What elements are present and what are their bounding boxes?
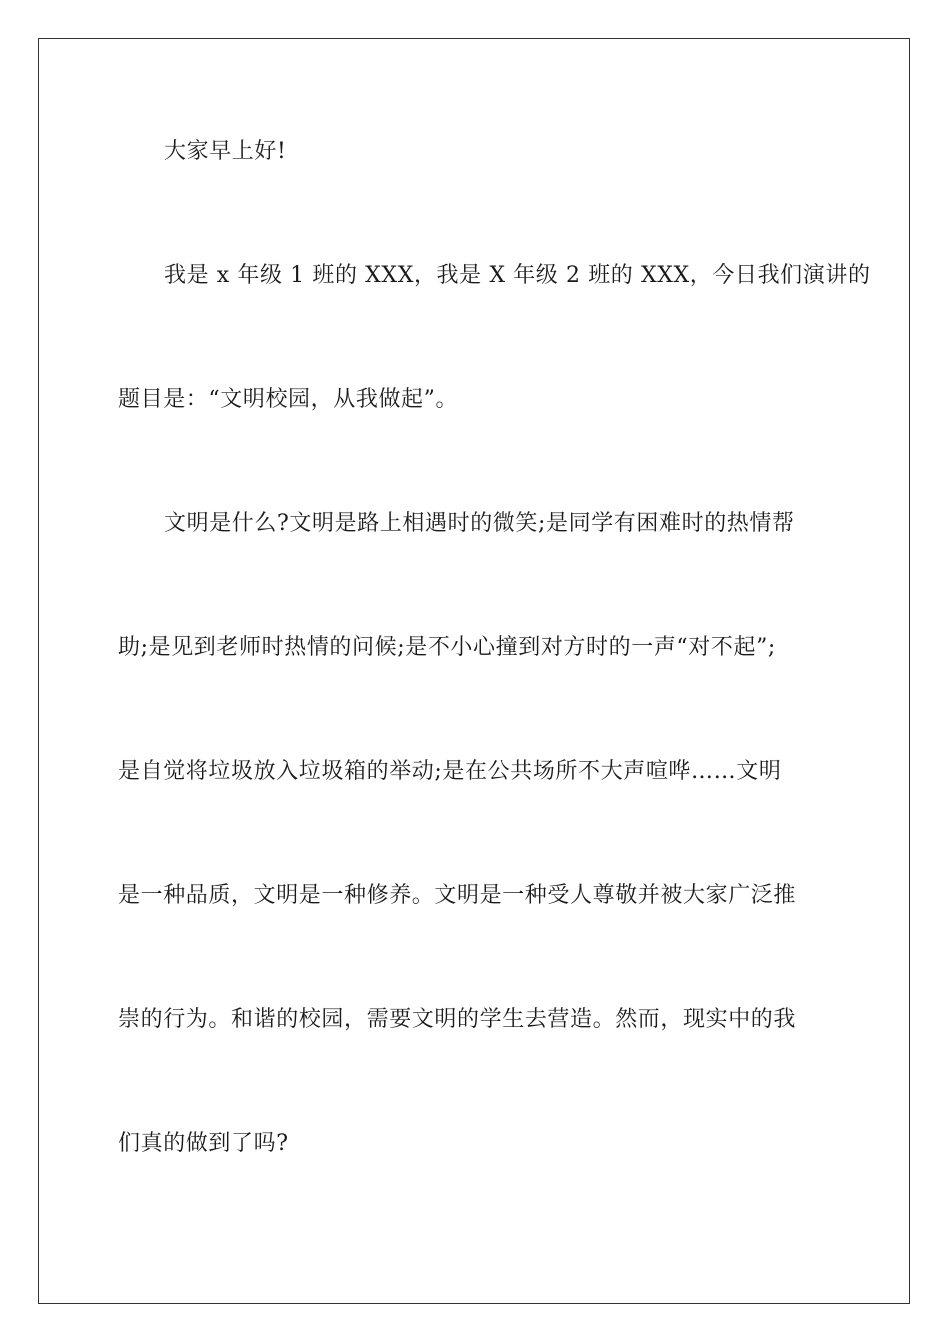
paragraph-2-line-5: 崇的行为。和谐的校园，需要文明的学生去营造。然而，现实中的我: [118, 1007, 797, 1032]
paragraph-2-line-4: 是一种品质，文明是一种修养。文明是一种受人尊敬并被大家广泛推: [118, 883, 797, 908]
paragraph-2-line-2: 助;是见到老师时热情的问候;是不小心撞到对方时的一声“对不起”;: [118, 635, 776, 660]
paragraph-1-line-1: 我是 x 年级 1 班的 XXX，我是 X 年级 2 班的 XXX，今日我们演讲的: [164, 263, 871, 288]
paragraph-1-line-2: 题目是：“文明校园，从我做起”。: [118, 387, 459, 412]
paragraph-2-line-1: 文明是什么?文明是路上相遇时的微笑;是同学有困难时的热情帮: [164, 511, 795, 536]
page-border: [38, 38, 910, 1304]
greeting-line: 大家早上好!: [164, 139, 287, 164]
paragraph-2-line-6: 们真的做到了吗?: [118, 1131, 289, 1156]
paragraph-2-line-3: 是自觉将垃圾放入垃圾箱的举动;是在公共场所不大声喧哗……文明: [118, 759, 782, 784]
